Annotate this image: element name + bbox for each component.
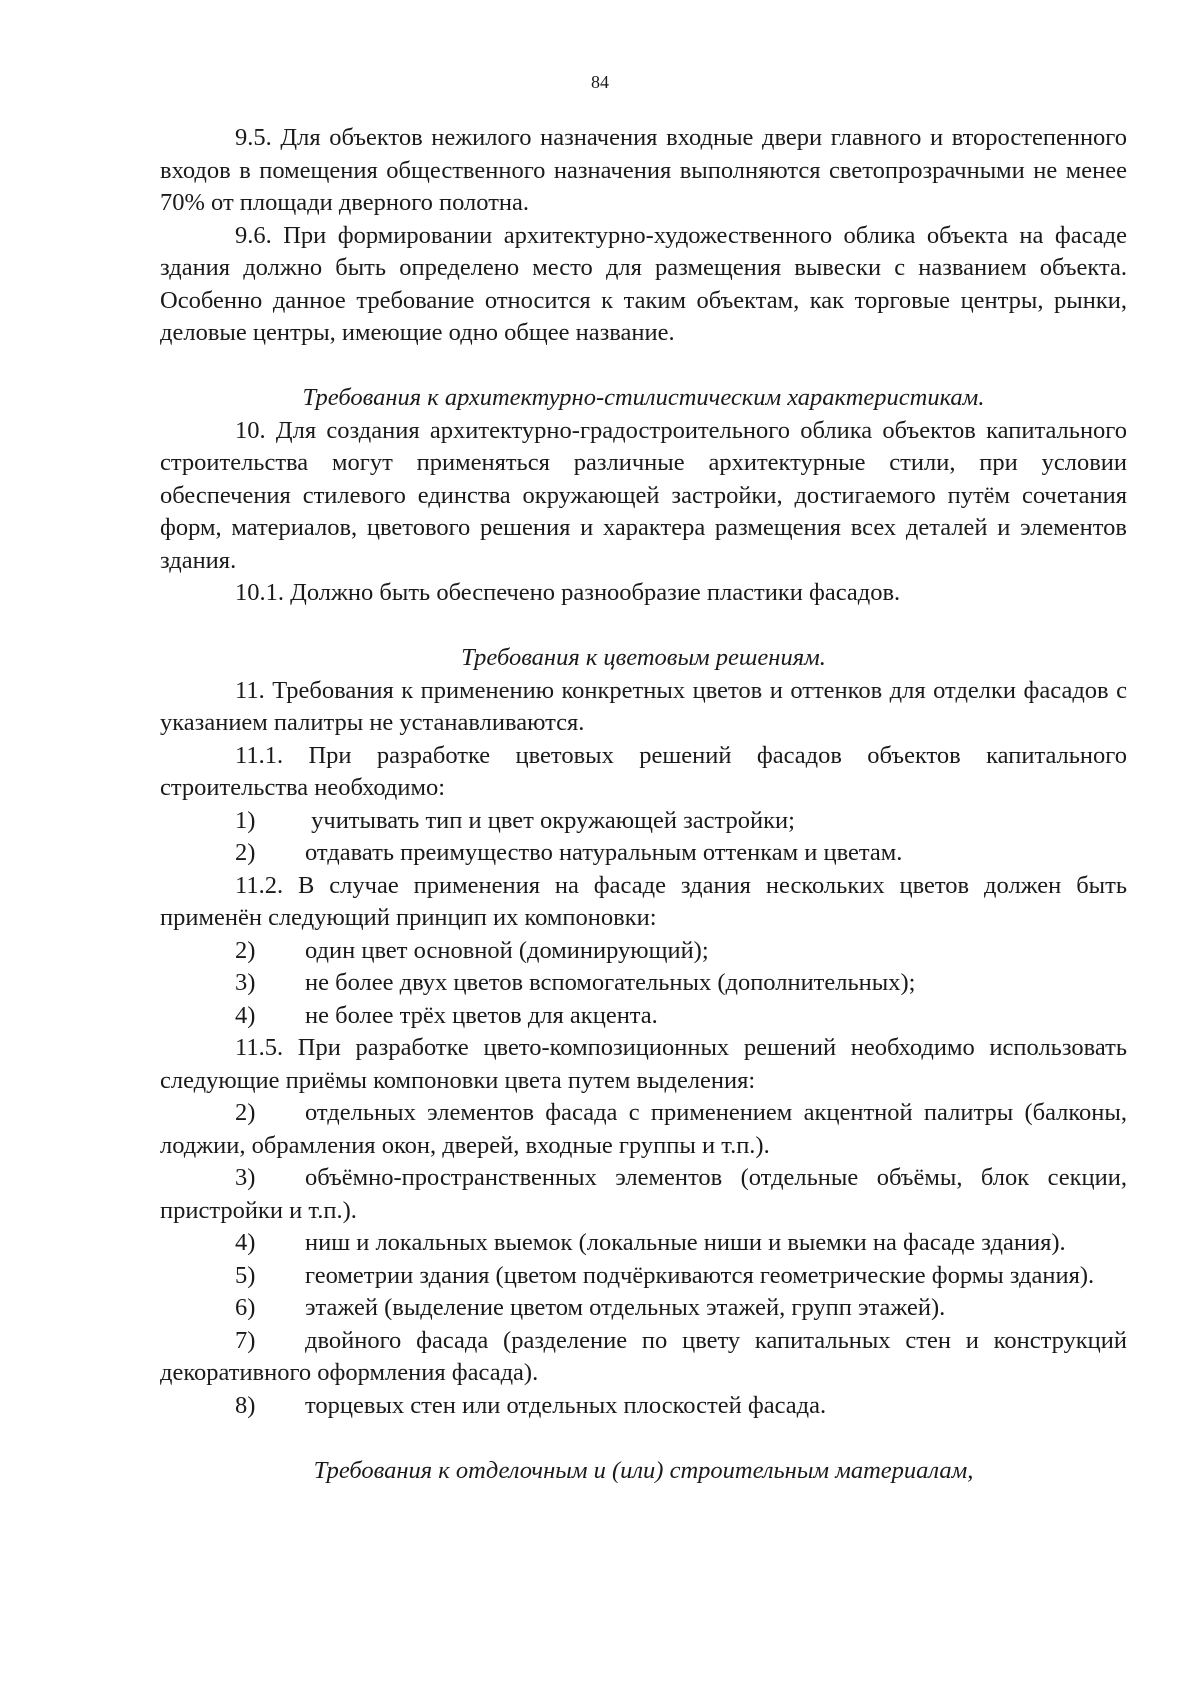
heading-style-requirements: Требования к архитектурно-стилистическим характеристикам. — [302, 384, 985, 411]
paragraph-spacer — [160, 350, 1127, 383]
list-item — [160, 805, 1127, 838]
list-item-number: 6) — [235, 1294, 256, 1321]
list-item — [160, 1162, 1127, 1227]
list-item — [160, 1325, 1127, 1390]
heading-color-requirements: Требования к цветовым решениям. — [461, 644, 826, 671]
list-item-text: не более двух цветов вспомогательных (дополнительных); — [305, 969, 916, 996]
paragraph-11-1: 11.1. При разработке цветовых решений фасадов объектов капитального строительства необходимо: — [160, 741, 1127, 801]
list-item-text: отдельных элементов фасада с применением акцентной палитры (балконы, лоджии, обрамления окон, дверей, входные группы и т.п.). — [160, 1099, 1127, 1159]
paragraph-10: 10. Для создания архитектурно-градостроительного облика объектов капитального строительства могут применяться различные архитектурные стили, при условии обеспечения стилевого единства окружающей застройки, достигаемого путём сочетания форм, материалов, цветового решения и характера размещения всех деталей и элементов здания. — [160, 416, 1127, 574]
paragraph-11: 11. Требования к применению конкретных цветов и оттенков для отделки фасадов с указанием палитры не устанавливаются. — [160, 676, 1127, 736]
list-item-number: 2) — [235, 1099, 256, 1126]
list-item-text: не более трёх цветов для акцента. — [305, 1001, 658, 1029]
paragraph-11-5: 11.5. При разработке цвето-композиционных решений необходимо использовать следующие приёмы компоновки цвета путем выделения: — [160, 1034, 1127, 1094]
list-item-text: геометрии здания (цветом подчёркиваются геометрические формы здания). — [305, 1261, 1095, 1289]
list-item — [160, 1390, 1127, 1423]
list-item — [160, 1227, 1127, 1260]
list-item — [160, 1260, 1127, 1293]
list-item-text: этажей (выделение цветом отдельных этажей, групп этажей). — [305, 1294, 946, 1321]
list-item-number: 5) — [235, 1261, 256, 1289]
list-item-number: 4) — [235, 1001, 256, 1029]
document-body — [160, 122, 1127, 1487]
page-number: 84 — [591, 72, 609, 92]
paragraph-11-2: 11.2. В случае применения на фасаде здания нескольких цветов должен быть применён следующий принцип их компоновки: — [160, 871, 1127, 931]
list-item-number: 3) — [235, 969, 256, 996]
list-item — [160, 1000, 1127, 1033]
list-item-text: объёмно-пространственных элементов (отдельные объёмы, блок секции, пристройки и т.п.). — [160, 1164, 1127, 1224]
paragraph-9-5: 9.5. Для объектов нежилого назначения входные двери главного и второстепенного входов в помещения общественного назначения выполняются светопрозрачными не менее 70% от площади дверного полотна. — [160, 124, 1127, 216]
list-item — [160, 967, 1127, 1000]
paragraph-spacer — [160, 1422, 1127, 1455]
list-item — [160, 1097, 1127, 1162]
list-item-text: учитывать тип и цвет окружающей застройки; — [305, 806, 795, 834]
list-item — [160, 837, 1127, 870]
paragraph-10-1: 10.1. Должно быть обеспечено разнообразие пластики фасадов. — [235, 579, 901, 606]
list-item-number: 2) — [235, 839, 256, 866]
list-item-text: двойного фасада (разделение по цвету капитальных стен и конструкций декоративного оформления фасада). — [160, 1326, 1127, 1386]
list-item-number: 8) — [235, 1391, 256, 1419]
list-item-number: 7) — [235, 1326, 256, 1354]
paragraph-spacer — [160, 610, 1127, 643]
list-item-number: 3) — [235, 1164, 256, 1191]
list-item-number: 1) — [235, 806, 256, 834]
list-item-text: ниш и локальных выемок (локальные ниши и выемки на фасаде здания). — [305, 1229, 1066, 1256]
list-item — [160, 1292, 1127, 1325]
heading-material-requirements: Требования к отделочным и (или) строительным материалам, — [313, 1456, 974, 1484]
list-item-number: 2) — [235, 936, 256, 964]
list-item-text: торцевых стен или отдельных плоскостей фасада. — [305, 1391, 827, 1419]
list-item-text: отдавать преимущество натуральным оттенкам и цветам. — [305, 839, 903, 866]
list-item — [160, 935, 1127, 968]
list-item-text: один цвет основной (доминирующий); — [305, 936, 709, 964]
list-item-number: 4) — [235, 1229, 256, 1256]
paragraph-9-6: 9.6. При формировании архитектурно-художественного облика объекта на фасаде здания должно быть определено место для размещения вывески с названием объекта. Особенно данное требование относится к таким объектам, как торговые центры, рынки, деловые центры, имеющие одно общее название. — [160, 221, 1127, 346]
